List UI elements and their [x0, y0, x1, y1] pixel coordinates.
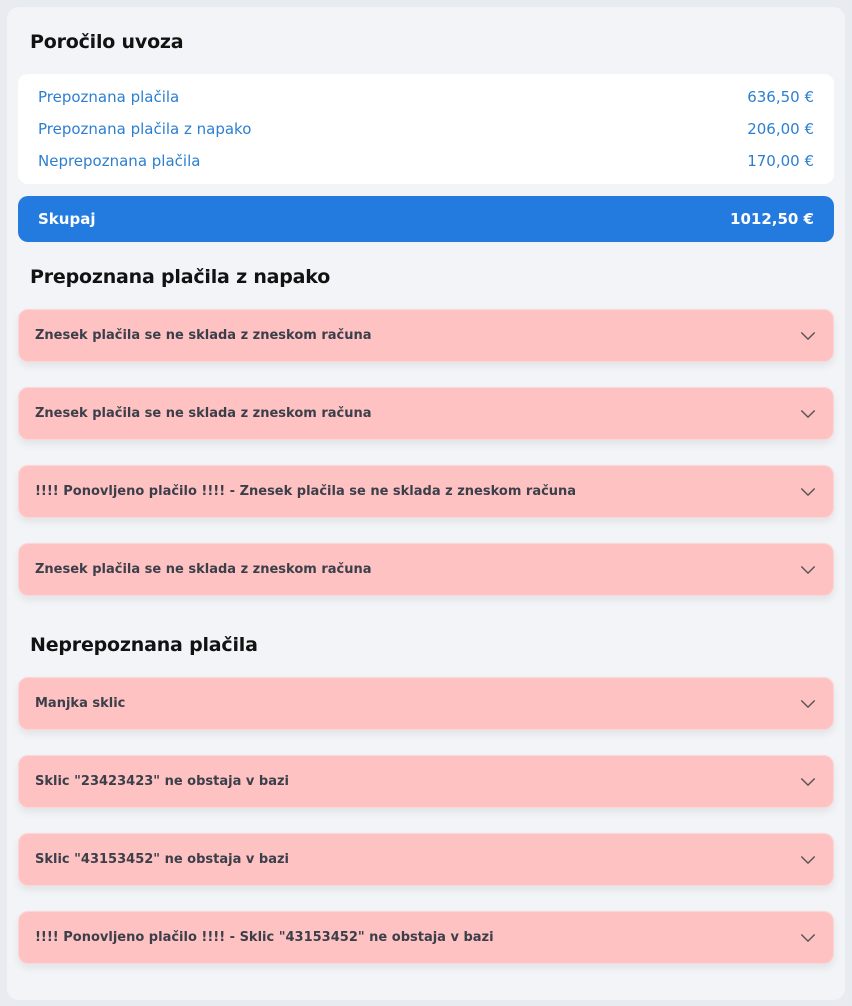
import-report-panel	[7, 7, 845, 1000]
summary-amount: 636,50 €	[747, 88, 814, 106]
summary-row-recognized	[38, 85, 814, 109]
chevron-down-icon	[799, 405, 817, 423]
summary-label: Prepoznana plačila z napako	[38, 120, 252, 138]
summary-amount: 170,00 €	[747, 152, 814, 170]
summary-label: Neprepoznana plačila	[38, 152, 201, 170]
unrecognized-accordion-item[interactable]	[18, 755, 834, 808]
chevron-down-icon	[799, 929, 817, 947]
summary-row-unrecognized	[38, 149, 814, 173]
total-amount: 1012,50 €	[730, 210, 814, 228]
accordion-label: Sklic "23423423" ne obstaja v bazi	[35, 774, 290, 789]
chevron-down-icon	[799, 561, 817, 579]
accordion-label: Sklic "43153452" ne obstaja v bazi	[35, 852, 290, 867]
unrecognized-accordion-item[interactable]	[18, 911, 834, 964]
error-accordion-item[interactable]	[18, 387, 834, 440]
summary-amount: 206,00 €	[747, 120, 814, 138]
accordion-label: !!!! Ponovljeno plačilo !!!! - Znesek plačila se ne sklada z zneskom računa	[35, 484, 577, 499]
error-accordion-item[interactable]	[18, 543, 834, 596]
chevron-down-icon	[799, 695, 817, 713]
summary-label: Prepoznana plačila	[38, 88, 180, 106]
section-title-unrecognized: Neprepoznana plačila	[30, 634, 258, 656]
chevron-down-icon	[799, 327, 817, 345]
error-accordion-item[interactable]	[18, 465, 834, 518]
accordion-label: Znesek plačila se ne sklada z zneskom računa	[35, 328, 372, 343]
chevron-down-icon	[799, 851, 817, 869]
unrecognized-accordion-item[interactable]	[18, 833, 834, 886]
unrecognized-accordion-item[interactable]	[18, 677, 834, 730]
total-bar	[18, 196, 834, 242]
accordion-label: Znesek plačila se ne sklada z zneskom računa	[35, 406, 372, 421]
total-label: Skupaj	[38, 210, 96, 228]
report-title: Poročilo uvoza	[30, 31, 184, 53]
summary-card	[18, 74, 834, 184]
accordion-label: Znesek plačila se ne sklada z zneskom računa	[35, 562, 372, 577]
section-title-errors: Prepoznana plačila z napako	[30, 266, 331, 288]
accordion-label: !!!! Ponovljeno plačilo !!!! - Sklic "43153452" ne obstaja v bazi	[35, 930, 494, 945]
chevron-down-icon	[799, 773, 817, 791]
chevron-down-icon	[799, 483, 817, 501]
summary-row-recognized-with-error	[38, 117, 814, 141]
accordion-label: Manjka sklic	[35, 696, 126, 711]
error-accordion-item[interactable]	[18, 309, 834, 362]
